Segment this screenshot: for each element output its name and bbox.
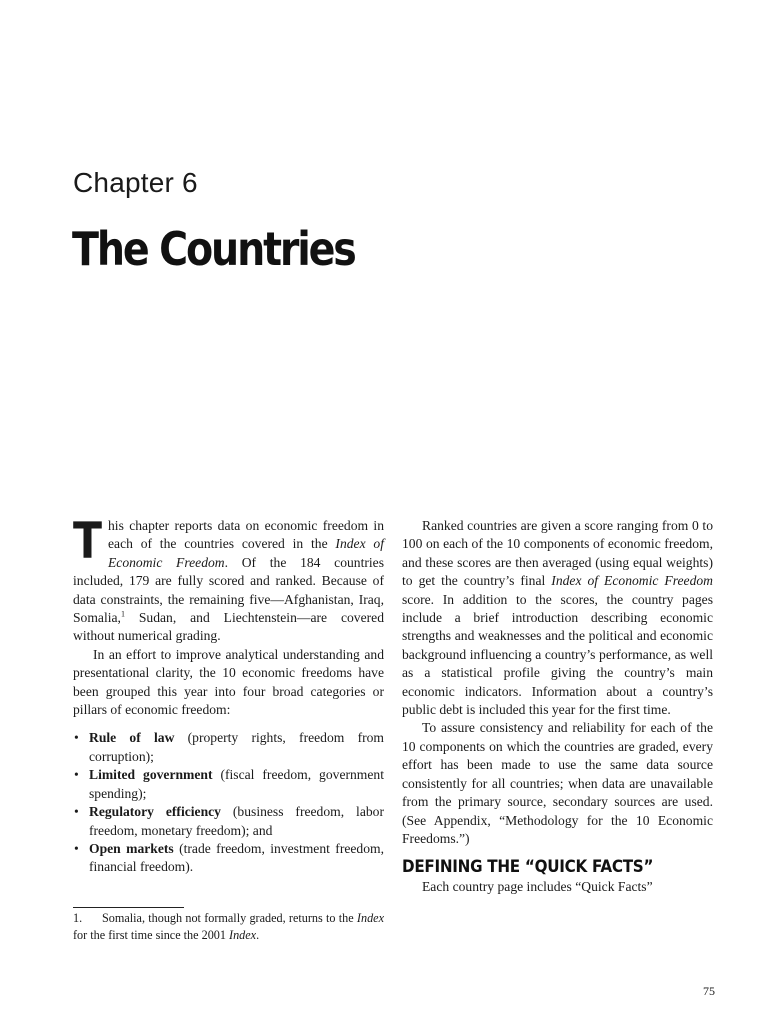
footnote-reference[interactable]: 1 — [120, 609, 125, 619]
intro-italic-index-title: Index of Economic Freedom — [108, 536, 384, 570]
footnote-text-c: . — [256, 927, 260, 942]
footnote — [73, 910, 384, 943]
footnote-text-b: for the first time since the 2001 — [73, 927, 230, 942]
footnote-number: 1. — [73, 911, 83, 925]
pillar-desc: (business freedom, labor freedom, monetary freedom); and — [89, 804, 384, 838]
right-column — [402, 517, 713, 896]
consistency-paragraph: To assure consistency and reliability for each of the 10 components on which the countries are graded, every effort has been made to use the same data source consistently for all countries; when data are unavailable from the primary source, secondary sources are used. (See Appendix, “Methodology for the 10 Economic Freedoms.”) — [402, 720, 713, 846]
pillars-intro-paragraph: In an effort to improve analytical understanding and presentational clarity, the 10 economic freedoms have been grouped this year into four broad categories or pillars of economic freedom: — [73, 646, 384, 718]
intro-paragraph — [73, 512, 384, 646]
pillar-term: Rule of law — [89, 730, 175, 746]
footnote-italic-1: Index — [356, 911, 384, 925]
pillar-term: Limited government — [89, 767, 213, 783]
left-column — [73, 512, 385, 877]
scoring-paragraph — [402, 517, 713, 719]
footnote-divider — [73, 907, 184, 908]
chapter-label: Chapter 6 — [73, 167, 198, 198]
drop-cap: T — [73, 512, 102, 570]
page-number: 75 — [703, 984, 715, 998]
pillar-desc: (trade freedom, investment freedom, financial freedom). — [89, 840, 384, 875]
pillar-term: Open markets — [89, 840, 174, 856]
intro-text-a: his chapter reports data on economic freedom in each of the countries covered in the — [108, 518, 384, 552]
list-item — [73, 729, 384, 766]
scoring-text-b: score. In addition to the scores, the country pages include a brief introduction describing economic strengths and weaknesses and the political and economic background influencing a country’s performance, as well as a statistical profile giving the country’s main economic indicators. Information about a country’s public debt is included this year for the first time. — [402, 591, 713, 718]
intro-text-b: . Of the 184 countries included, 179 are fully scored and ranked. Because of data constraints, the remaining five—Afghanistan, Iraq, Somalia, — [73, 554, 384, 626]
scoring-italic-index-title: Index of Economic Freedom — [551, 573, 713, 589]
pillar-term: Regulatory efficiency — [89, 804, 221, 820]
list-item — [73, 803, 384, 840]
section-heading: DEFINING THE “QUICK FACTS” — [402, 857, 654, 877]
list-item — [73, 766, 384, 803]
list-item — [73, 840, 384, 877]
quick-facts-paragraph: Each country page includes “Quick Facts” — [422, 878, 653, 894]
pillar-desc: (property rights, freedom from corruption); — [89, 730, 385, 764]
chapter-title: The Countries — [72, 222, 355, 276]
pillar-desc: (fiscal freedom, government spending); — [89, 767, 384, 801]
intro-text-c: Sudan, and Liechtenstein—are covered without numerical grading. — [73, 610, 384, 644]
footnote-text-a: Somalia, though not formally graded, returns to the — [102, 911, 357, 925]
pillars-list — [73, 729, 384, 876]
scoring-text-a: Ranked countries are given a score ranging from 0 to 100 on each of the 10 components of economic freedom, and these scores are then averaged (using equal weights) to get the country’s final — [402, 518, 713, 589]
footnote-italic-2: Index — [229, 927, 257, 942]
